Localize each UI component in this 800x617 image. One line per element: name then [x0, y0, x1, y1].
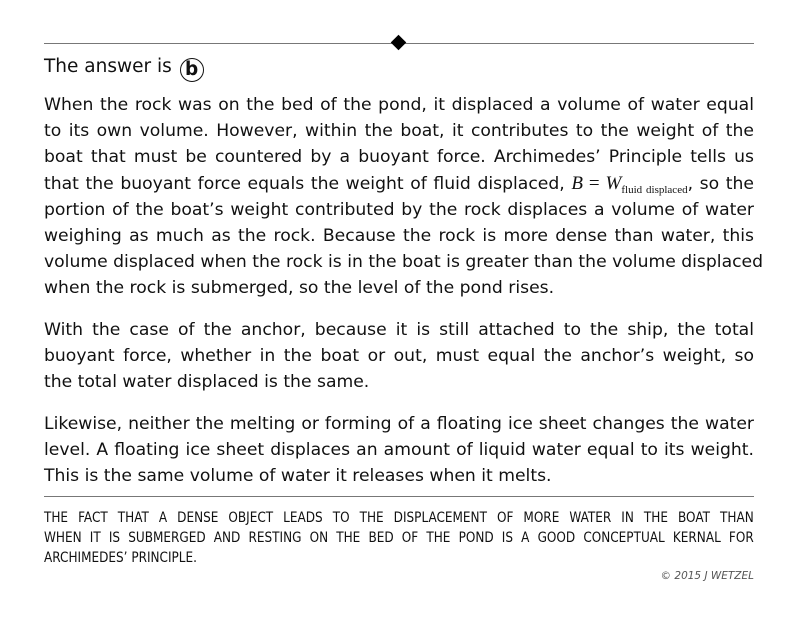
- line: buoyant force, whether in the boat or out, must equal the anchor’s weight, so: [44, 346, 754, 367]
- line-text: that the buoyant force equals the weight of fluid displaced,: [44, 173, 565, 194]
- line: volume displaced when the rock is in the boat is greater than the volume displaced: [44, 252, 764, 273]
- answer-choice-circle: b: [180, 58, 204, 82]
- formula-rhs: W: [605, 172, 622, 194]
- answer-label: The answer is: [44, 56, 172, 77]
- line: THE FACT THAT A DENSE OBJECT LEADS TO THE DISPLACEMENT OF MORE WATER IN THE BOAT THAN: [44, 510, 754, 526]
- line: Likewise, neither the melting or forming of a floating ice sheet changes the water: [44, 414, 754, 434]
- line: When the rock was on the bed of the pond, it displaced a volume of water equal: [44, 95, 754, 115]
- line: level. A floating ice sheet displaces an amount of liquid water equal to its weight.: [44, 440, 754, 461]
- paragraph-1: [44, 92, 764, 302]
- line: WHEN IT IS SUBMERGED AND RESTING ON THE BED OF THE POND IS A GOOD CONCEPTUAL KERNAL FOR: [44, 530, 754, 546]
- formula-equals: =: [582, 172, 606, 194]
- paragraph-2: [44, 317, 754, 396]
- line: the total water displaced is the same.: [44, 372, 370, 393]
- formula-line: [44, 171, 754, 197]
- footnote: [44, 508, 754, 568]
- copyright: © 2015 J WETZEL: [660, 570, 754, 582]
- line: This is the same volume of water it releases when it melts.: [44, 466, 552, 487]
- line: portion of the boat’s weight contributed by the rock displaces a volume of water: [44, 199, 754, 220]
- paragraph-3: [44, 411, 754, 490]
- line-text-after: , so the: [687, 173, 754, 194]
- formula-lhs: B: [571, 172, 583, 194]
- footnote-divider: [44, 496, 754, 497]
- line: boat that must be countered by a buoyant force. Archimedes’ Principle tells us: [44, 147, 754, 168]
- line: when the rock is submerged, so the level of the pond rises.: [44, 278, 555, 299]
- line: With the case of the anchor, because it is still attached to the ship, the total: [44, 320, 754, 340]
- formula: [571, 173, 687, 194]
- line: to its own volume. However, within the boat, it contributes to the weight of the: [44, 121, 754, 142]
- formula-subscript: fluid displaced: [621, 183, 688, 196]
- diamond-ornament: [391, 35, 407, 51]
- answer-line: [44, 55, 204, 82]
- line: weighing as much as the rock. Because the rock is more dense than water, this: [44, 225, 754, 246]
- line: ARCHIMEDES’ PRINCIPLE.: [44, 550, 197, 566]
